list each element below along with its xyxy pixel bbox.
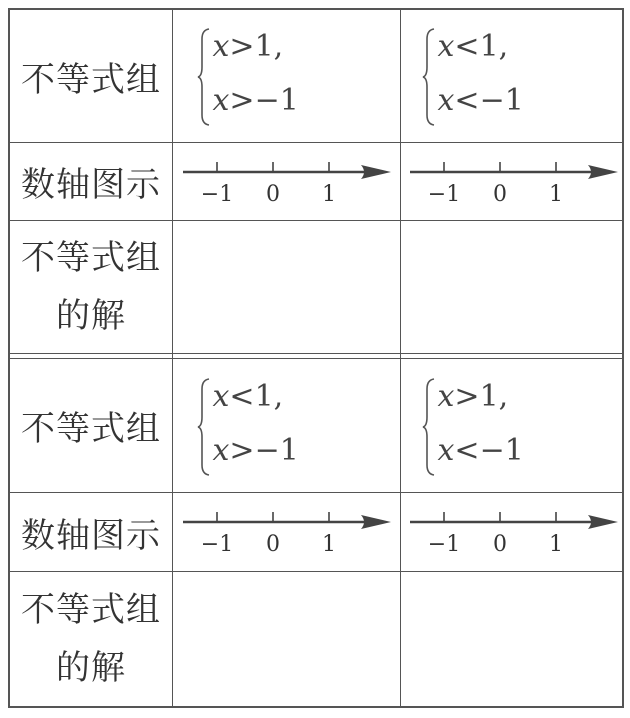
row-header-solution-line1: 不等式组: [21, 238, 161, 278]
left-brace-icon: [197, 377, 211, 477]
inequality-upper: [213, 29, 284, 64]
solution-answer-cell-2[interactable]: [401, 221, 622, 353]
solution-answer-cell-4[interactable]: [401, 572, 622, 706]
variable: x: [437, 83, 455, 118]
inequality-lower: [438, 83, 524, 118]
row-header-number-line-1: [10, 143, 172, 220]
row-header-solution-line2: 的解: [56, 648, 126, 688]
constant: −1: [479, 432, 524, 468]
section-divider-a: [8, 353, 624, 354]
number-line: [401, 143, 622, 220]
row-header-number-line-text: 数轴图示: [21, 165, 161, 205]
arrow-head-icon: [588, 515, 618, 529]
relation-symbol: <: [229, 378, 255, 414]
relation-symbol: <: [454, 83, 480, 118]
row-header-solution-line2: 的解: [56, 296, 126, 336]
constant: −1: [254, 432, 299, 468]
row-header-solution-line1: 不等式组: [21, 590, 161, 630]
tick-label: 0: [266, 532, 280, 557]
relation-symbol: >: [229, 29, 255, 64]
system-cell-3: [173, 359, 400, 492]
tick-label: −1: [200, 532, 234, 557]
row-header-system-1: [10, 10, 172, 142]
row-header-solution-2: [10, 572, 172, 706]
arrow-head-icon: [361, 165, 391, 179]
left-brace-icon: [197, 27, 211, 127]
left-brace-icon: [422, 27, 436, 127]
variable: x: [212, 29, 230, 64]
variable: x: [437, 29, 455, 64]
comma: ,: [273, 29, 284, 64]
tick-label: 0: [493, 182, 507, 207]
inequality-upper: [438, 29, 509, 64]
relation-symbol: <: [454, 29, 480, 64]
number-line: [173, 143, 400, 220]
left-brace-icon: [422, 377, 436, 477]
table-border-bottom: [8, 706, 624, 708]
constant: −1: [479, 83, 524, 118]
number-line: [401, 493, 622, 571]
tick-label: 0: [493, 532, 507, 557]
variable: x: [212, 83, 230, 118]
relation-symbol: >: [454, 378, 480, 414]
inequality-system: [197, 21, 377, 131]
tick-label: −1: [427, 532, 461, 557]
row-header-number-line-text: 数轴图示: [21, 515, 161, 556]
tick-label: 1: [549, 532, 563, 557]
row-header-number-line-2: [10, 493, 172, 571]
comma: ,: [498, 29, 509, 64]
inequality-system: [422, 371, 602, 481]
row-header-system-2: [10, 359, 172, 492]
constant: 1: [479, 378, 499, 414]
inequality-system: [422, 21, 602, 131]
inequality-lower: [438, 433, 524, 468]
comma: ,: [498, 378, 509, 414]
tick-label: 1: [549, 182, 563, 207]
row-header-solution-1: [10, 221, 172, 353]
row-header-system-text: 不等式组: [21, 409, 161, 449]
inequality-system: [197, 371, 377, 481]
tick-label: −1: [427, 182, 461, 207]
arrow-head-icon: [361, 515, 391, 529]
tick-label: 1: [322, 182, 336, 207]
variable: x: [212, 432, 230, 468]
system-cell-4: [401, 359, 622, 492]
relation-symbol: >: [229, 83, 255, 118]
inequality-upper: [438, 379, 509, 414]
tick-label: 0: [266, 182, 280, 207]
variable: x: [212, 378, 230, 414]
tick-label: 1: [322, 532, 336, 557]
inequality-upper: [213, 379, 284, 414]
inequality-lower: [213, 83, 299, 118]
comma: ,: [273, 378, 284, 414]
constant: 1: [479, 29, 499, 64]
system-cell-2: [401, 10, 622, 142]
system-cell-1: [173, 10, 400, 142]
arrow-head-icon: [588, 165, 618, 179]
constant: −1: [254, 83, 299, 118]
relation-symbol: >: [229, 432, 255, 468]
variable: x: [437, 378, 455, 414]
relation-symbol: <: [454, 432, 480, 468]
solution-answer-cell-3[interactable]: [173, 572, 400, 706]
number-line: [173, 493, 400, 571]
solution-answer-cell-1[interactable]: [173, 221, 400, 353]
constant: 1: [254, 378, 274, 414]
variable: x: [437, 432, 455, 468]
inequality-lower: [213, 433, 299, 468]
tick-label: −1: [200, 182, 234, 207]
constant: 1: [254, 29, 274, 64]
row-header-system-text: 不等式组: [21, 59, 161, 100]
